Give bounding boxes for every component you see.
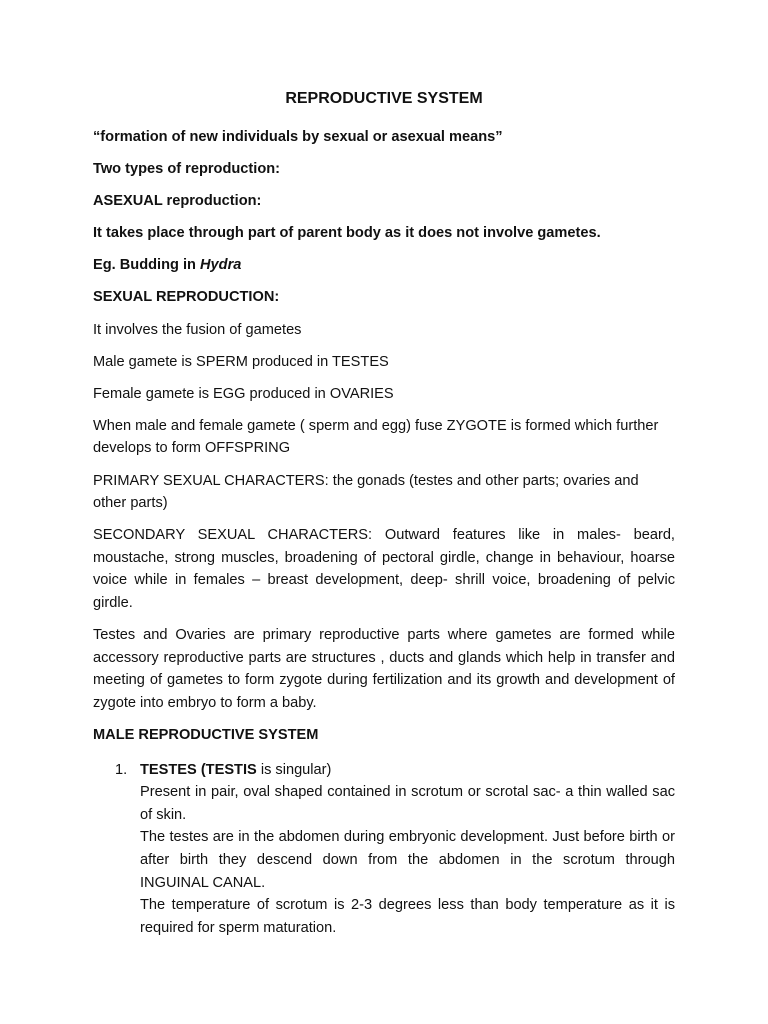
paragraph-fusion: It involves the fusion of gametes [93, 321, 302, 338]
example-organism: Hydra [200, 257, 242, 274]
example-line [93, 254, 675, 277]
paragraph-testes-ovaries: Testes and Ovaries are primary reproductive parts where gametes are formed while accessory reproductive parts are structures , ducts and glands which help in transfer and meeting of gametes to form zygote during fertilization and its growth and development of zygote into embryo to form a baby. [93, 627, 675, 711]
paragraph-secondary-characters: SECONDARY SEXUAL CHARACTERS: Outward features like in males- beard, moustache, strong muscles, broadening of pectoral girdle, change in behaviour, hoarse voice while in females – breast development, deep- shrill voice, broadening of pelvic girdle. [93, 527, 675, 611]
list-item-line: The temperature of scrotum is 2-3 degrees less than body temperature as it is required for sperm maturation. [140, 897, 675, 936]
list-heading-rest: is singular) [256, 761, 332, 778]
example-prefix: Eg. Budding in [93, 257, 201, 274]
page-title: REPRODUCTIVE SYSTEM [285, 90, 483, 107]
paragraph-male-gamete: Male gamete is SPERM produced in TESTES [93, 353, 389, 370]
list-item [93, 759, 675, 940]
asexual-description: It takes place through part of parent body as it does not involve gametes. [93, 225, 601, 242]
list-heading-bold: TESTES (TESTIS [140, 761, 257, 778]
list-item-line: Present in pair, oval shaped contained in scrotum or scrotal sac- a thin walled sac of skin. [140, 784, 675, 823]
types-heading: Two types of reproduction: [93, 161, 281, 178]
definition-text: “formation of new individuals by sexual or asexual means” [93, 129, 503, 145]
list-item-line: The testes are in the abdomen during embryonic development. Just before birth or after birth they descend down from the abdomen in the scrotum through INGUINAL CANAL. [140, 829, 675, 891]
paragraph-female-gamete: Female gamete is EGG produced in OVARIES [93, 385, 394, 402]
list-number: 1. [115, 761, 128, 778]
sexual-heading: SEXUAL REPRODUCTION: [93, 289, 280, 306]
male-system-heading: MALE REPRODUCTIVE SYSTEM [93, 726, 319, 743]
list-item-heading [140, 759, 675, 782]
paragraph-primary-characters: PRIMARY SEXUAL CHARACTERS: the gonads (testes and other parts; ovaries and other parts) [93, 472, 639, 512]
paragraph-zygote: When male and female gamete ( sperm and egg) fuse ZYGOTE is formed which further develops to form OFFSPRING [93, 417, 659, 457]
document-body [93, 126, 675, 939]
asexual-heading: ASEXUAL reproduction: [93, 193, 262, 210]
